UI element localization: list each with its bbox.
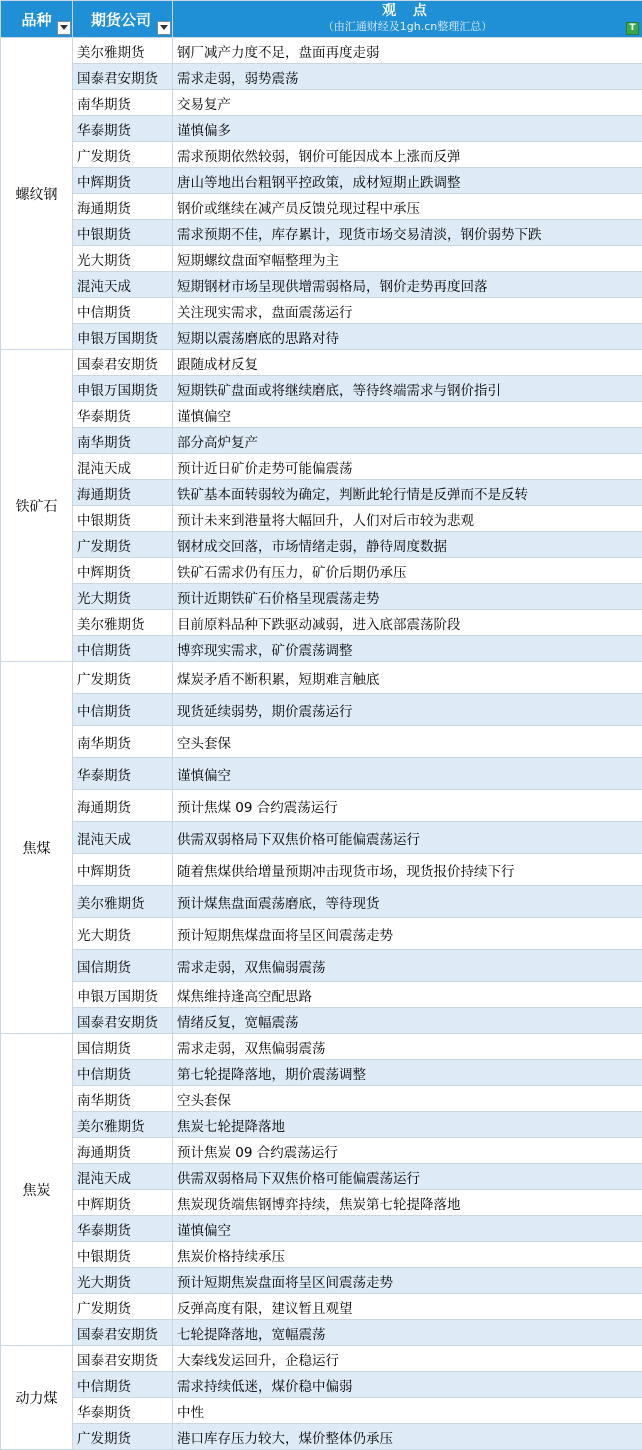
table-row bbox=[1, 1164, 642, 1190]
company-cell: 海通期货 bbox=[73, 194, 173, 220]
company-cell: 海通期货 bbox=[73, 790, 173, 822]
view-cell: 港口库存压力较大，煤价整体仍承压 bbox=[173, 1424, 642, 1450]
view-cell: 预计焦炭 09 合约震荡运行 bbox=[173, 1138, 642, 1164]
view-cell: 第七轮提降落地，期价震荡调整 bbox=[173, 1060, 642, 1086]
table-row bbox=[1, 1086, 642, 1112]
category-header-label: 品种 bbox=[21, 10, 52, 29]
view-cell: 需求走弱，双焦偏弱震荡 bbox=[173, 950, 642, 982]
company-cell: 光大期货 bbox=[73, 584, 173, 610]
table-row bbox=[1, 376, 642, 402]
table-row bbox=[1, 90, 642, 116]
table-row bbox=[1, 1320, 642, 1346]
company-cell: 中银期货 bbox=[73, 1242, 173, 1268]
view-cell: 短期钢材市场呈现供增需弱格局，钢价走势再度回落 bbox=[173, 272, 642, 298]
company-cell: 中银期货 bbox=[73, 220, 173, 246]
view-cell: 七轮提降落地，宽幅震荡 bbox=[173, 1320, 642, 1346]
company-cell: 海通期货 bbox=[73, 1138, 173, 1164]
table-row bbox=[1, 116, 642, 142]
table-row bbox=[1, 1008, 642, 1034]
company-cell: 中信期货 bbox=[73, 1372, 173, 1398]
view-cell: 供需双弱格局下双焦价格可能偏震荡运行 bbox=[173, 1164, 642, 1190]
view-cell: 空头套保 bbox=[173, 1086, 642, 1112]
company-cell: 光大期货 bbox=[73, 918, 173, 950]
company-cell: 国泰君安期货 bbox=[73, 64, 173, 90]
view-header bbox=[173, 1, 642, 38]
view-cell: 关注现实需求，盘面震荡运行 bbox=[173, 298, 642, 324]
view-header-subtitle: （由汇通财经及1gh.cn整理汇总） bbox=[322, 20, 493, 33]
view-cell: 预计焦煤 09 合约震荡运行 bbox=[173, 790, 642, 822]
company-cell: 华泰期货 bbox=[73, 1216, 173, 1242]
view-cell: 预计煤焦盘面震荡磨底，等待现货 bbox=[173, 886, 642, 918]
view-cell: 钢厂减产力度不足，盘面再度走弱 bbox=[173, 38, 642, 64]
view-cell: 钢价或继续在减产员反馈兑现过程中承压 bbox=[173, 194, 642, 220]
view-cell: 预计短期焦炭盘面将呈区间震荡走势 bbox=[173, 1268, 642, 1294]
view-cell: 谨慎偏空 bbox=[173, 1216, 642, 1242]
table-row bbox=[1, 886, 642, 918]
table-row bbox=[1, 1138, 642, 1164]
company-cell: 申银万国期货 bbox=[73, 324, 173, 350]
company-cell: 中信期货 bbox=[73, 298, 173, 324]
table-row bbox=[1, 694, 642, 726]
view-cell: 谨慎偏空 bbox=[173, 402, 642, 428]
view-cell: 煤炭矛盾不断积累，短期难言触底 bbox=[173, 662, 642, 694]
table-row bbox=[1, 1372, 642, 1398]
category-cell: 铁矿石 bbox=[1, 350, 73, 662]
view-cell: 焦炭价格持续承压 bbox=[173, 1242, 642, 1268]
table-row bbox=[1, 324, 642, 350]
view-cell: 中性 bbox=[173, 1398, 642, 1424]
company-cell: 国信期货 bbox=[73, 1034, 173, 1060]
view-cell: 预计短期焦煤盘面将呈区间震荡走势 bbox=[173, 918, 642, 950]
view-cell: 供需双弱格局下双焦价格可能偏震荡运行 bbox=[173, 822, 642, 854]
table-row bbox=[1, 454, 642, 480]
company-cell: 国泰君安期货 bbox=[73, 1346, 173, 1372]
view-cell: 预计近期铁矿石价格呈现震荡走势 bbox=[173, 584, 642, 610]
company-cell: 华泰期货 bbox=[73, 1398, 173, 1424]
company-cell: 华泰期货 bbox=[73, 758, 173, 790]
company-cell: 申银万国期货 bbox=[73, 982, 173, 1008]
company-cell: 南华期货 bbox=[73, 1086, 173, 1112]
table-row bbox=[1, 402, 642, 428]
view-header-title: 观 点 bbox=[382, 3, 433, 19]
table-row bbox=[1, 428, 642, 454]
table-row bbox=[1, 558, 642, 584]
company-cell: 南华期货 bbox=[73, 428, 173, 454]
table-row bbox=[1, 918, 642, 950]
view-cell: 需求持续低迷，煤价稳中偏弱 bbox=[173, 1372, 642, 1398]
dropdown-arrow-icon bbox=[60, 25, 68, 31]
view-cell: 铁矿石需求仍有压力，矿价后期仍承压 bbox=[173, 558, 642, 584]
category-cell: 焦炭 bbox=[1, 1034, 73, 1346]
table-row bbox=[1, 168, 642, 194]
company-cell: 中信期货 bbox=[73, 1060, 173, 1086]
category-filter-button[interactable] bbox=[57, 21, 71, 35]
table-row bbox=[1, 38, 642, 64]
view-cell: 谨慎偏多 bbox=[173, 116, 642, 142]
table-row bbox=[1, 1190, 642, 1216]
text-format-icon[interactable]: T bbox=[626, 22, 639, 35]
table-row bbox=[1, 350, 642, 376]
view-cell: 焦炭现货端焦钢博弈持续，焦炭第七轮提降落地 bbox=[173, 1190, 642, 1216]
view-cell: 需求走弱，弱势震荡 bbox=[173, 64, 642, 90]
company-cell: 广发期货 bbox=[73, 1424, 173, 1450]
category-header bbox=[1, 1, 73, 38]
view-cell: 大秦线发运回升，企稳运行 bbox=[173, 1346, 642, 1372]
view-cell: 需求预期不佳，库存累计，现货市场交易清淡，钢价弱势下跌 bbox=[173, 220, 642, 246]
table-row bbox=[1, 726, 642, 758]
table-row bbox=[1, 1060, 642, 1086]
table-row bbox=[1, 1034, 642, 1060]
view-cell: 需求走弱，双焦偏弱震荡 bbox=[173, 1034, 642, 1060]
table-row bbox=[1, 982, 642, 1008]
company-cell: 中辉期货 bbox=[73, 558, 173, 584]
table-row bbox=[1, 64, 642, 90]
company-cell: 美尔雅期货 bbox=[73, 38, 173, 64]
table-row bbox=[1, 1424, 642, 1450]
table-row bbox=[1, 220, 642, 246]
company-cell: 广发期货 bbox=[73, 662, 173, 694]
table-row bbox=[1, 636, 642, 662]
table-body bbox=[1, 38, 642, 1450]
view-cell: 随着焦煤供给增量预期冲击现货市场，现货报价持续下行 bbox=[173, 854, 642, 886]
view-cell: 钢材成交回落，市场情绪走弱，静待周度数据 bbox=[173, 532, 642, 558]
view-cell: 需求预期依然较弱，钢价可能因成本上涨而反弹 bbox=[173, 142, 642, 168]
view-cell: 短期螺纹盘面窄幅整理为主 bbox=[173, 246, 642, 272]
table-row bbox=[1, 272, 642, 298]
company-cell: 广发期货 bbox=[73, 142, 173, 168]
company-cell: 广发期货 bbox=[73, 532, 173, 558]
view-cell: 铁矿基本面转弱较为确定，判断此轮行情是反弹而不是反转 bbox=[173, 480, 642, 506]
table-row bbox=[1, 246, 642, 272]
company-cell: 美尔雅期货 bbox=[73, 1112, 173, 1138]
view-cell: 交易复产 bbox=[173, 90, 642, 116]
company-cell: 美尔雅期货 bbox=[73, 610, 173, 636]
table-row bbox=[1, 1216, 642, 1242]
view-cell: 预计近日矿价走势可能偏震荡 bbox=[173, 454, 642, 480]
table-row bbox=[1, 506, 642, 532]
table-row bbox=[1, 584, 642, 610]
category-cell: 螺纹钢 bbox=[1, 38, 73, 350]
table-row bbox=[1, 194, 642, 220]
view-cell: 短期铁矿盘面或将继续磨底，等待终端需求与钢价指引 bbox=[173, 376, 642, 402]
company-cell: 中辉期货 bbox=[73, 854, 173, 886]
company-filter-button[interactable] bbox=[157, 21, 171, 35]
company-cell: 华泰期货 bbox=[73, 116, 173, 142]
view-cell: 跟随成材反复 bbox=[173, 350, 642, 376]
company-cell: 国泰君安期货 bbox=[73, 1008, 173, 1034]
company-cell: 中辉期货 bbox=[73, 168, 173, 194]
table-row bbox=[1, 1398, 642, 1424]
company-cell: 国信期货 bbox=[73, 950, 173, 982]
company-cell: 中银期货 bbox=[73, 506, 173, 532]
company-cell: 光大期货 bbox=[73, 246, 173, 272]
company-header-label: 期货公司 bbox=[91, 10, 152, 29]
table-row bbox=[1, 1112, 642, 1138]
view-cell: 焦炭七轮提降落地 bbox=[173, 1112, 642, 1138]
view-cell: 谨慎偏空 bbox=[173, 758, 642, 790]
dropdown-arrow-icon bbox=[160, 25, 168, 31]
table-row bbox=[1, 142, 642, 168]
view-cell: 情绪反复，宽幅震荡 bbox=[173, 1008, 642, 1034]
table-row bbox=[1, 1268, 642, 1294]
view-cell: 煤焦维持逢高空配思路 bbox=[173, 982, 642, 1008]
category-cell: 动力煤 bbox=[1, 1346, 73, 1450]
category-cell: 焦煤 bbox=[1, 662, 73, 1034]
table-row bbox=[1, 662, 642, 694]
company-cell: 海通期货 bbox=[73, 480, 173, 506]
table-row bbox=[1, 610, 642, 636]
table-row bbox=[1, 790, 642, 822]
view-cell: 唐山等地出台粗钢平控政策，成材短期止跌调整 bbox=[173, 168, 642, 194]
company-cell: 混沌天成 bbox=[73, 822, 173, 854]
view-cell: 博弈现实需求，矿价震荡调整 bbox=[173, 636, 642, 662]
company-cell: 美尔雅期货 bbox=[73, 886, 173, 918]
view-cell: 现货延续弱势，期价震荡运行 bbox=[173, 694, 642, 726]
company-cell: 中信期货 bbox=[73, 636, 173, 662]
view-cell: 预计未来到港量将大幅回升，人们对后市较为悲观 bbox=[173, 506, 642, 532]
company-cell: 华泰期货 bbox=[73, 402, 173, 428]
table-row bbox=[1, 854, 642, 886]
company-cell: 申银万国期货 bbox=[73, 376, 173, 402]
company-cell: 混沌天成 bbox=[73, 454, 173, 480]
view-cell: 空头套保 bbox=[173, 726, 642, 758]
table-row bbox=[1, 480, 642, 506]
view-cell: 短期以震荡磨底的思路对待 bbox=[173, 324, 642, 350]
company-cell: 南华期货 bbox=[73, 726, 173, 758]
company-cell: 国泰君安期货 bbox=[73, 350, 173, 376]
company-cell: 国泰君安期货 bbox=[73, 1320, 173, 1346]
company-cell: 南华期货 bbox=[73, 90, 173, 116]
table-row bbox=[1, 1346, 642, 1372]
table-row bbox=[1, 532, 642, 558]
view-cell: 目前原料品种下跌驱动减弱，进入底部震荡阶段 bbox=[173, 610, 642, 636]
view-cell: 部分高炉复产 bbox=[173, 428, 642, 454]
table-row bbox=[1, 950, 642, 982]
company-cell: 混沌天成 bbox=[73, 272, 173, 298]
table-row bbox=[1, 1242, 642, 1268]
table-row bbox=[1, 298, 642, 324]
company-cell: 中信期货 bbox=[73, 694, 173, 726]
company-cell: 光大期货 bbox=[73, 1268, 173, 1294]
table-row bbox=[1, 822, 642, 854]
view-cell: 反弹高度有限，建议暂且观望 bbox=[173, 1294, 642, 1320]
company-cell: 混沌天成 bbox=[73, 1164, 173, 1190]
table-row bbox=[1, 1294, 642, 1320]
company-cell: 广发期货 bbox=[73, 1294, 173, 1320]
header-row bbox=[1, 1, 642, 38]
table-row bbox=[1, 758, 642, 790]
company-cell: 中辉期货 bbox=[73, 1190, 173, 1216]
company-header bbox=[73, 1, 173, 38]
